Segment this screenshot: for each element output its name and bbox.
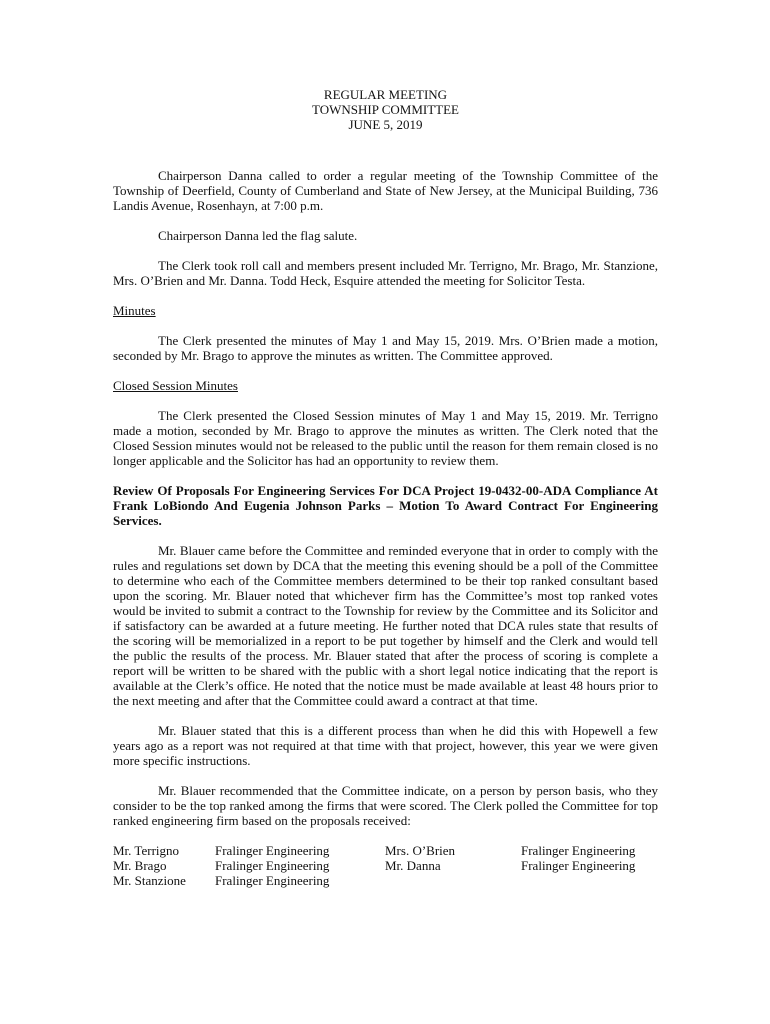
blauer-paragraph-3: Mr. Blauer recommended that the Committee indicate, on a person by person basis, who they consider to be the top ranked among the firms that were scored. The Clerk polled the Committee for top ranked engineering firm based on the proposals received: (113, 783, 658, 828)
committee-name: TOWNSHIP COMMITTEE (312, 102, 459, 117)
roll-call-paragraph: The Clerk took roll call and members present included Mr. Terrigno, Mr. Brago, Mr. Stanzione, Mrs. O’Brien and Mr. Danna. Todd Heck, Esquire attended the meeting for Solicitor Testa. (113, 258, 658, 288)
flag-salute-paragraph: Chairperson Danna led the flag salute. (158, 228, 358, 243)
document-page (113, 87, 658, 888)
vote-member: Mr. Stanzione (113, 873, 186, 888)
minutes-heading: Minutes (113, 303, 156, 318)
vote-firm: Fralinger Engineering (521, 858, 636, 873)
vote-table (113, 843, 658, 888)
vote-member: Mr. Brago (113, 858, 167, 873)
meeting-date: JUNE 5, 2019 (348, 117, 423, 132)
table-row (113, 873, 658, 888)
engineering-review-heading: Review Of Proposals For Engineering Services For DCA Project 19-0432-00-ADA Compliance At Frank LoBiondo And Eugenia Johnson Parks – Motion To Award Contract For Engineering Services. (113, 483, 658, 528)
meeting-type: REGULAR MEETING (323, 87, 448, 102)
vote-member: Mrs. O’Brien (385, 843, 456, 858)
minutes-paragraph: The Clerk presented the minutes of May 1 and May 15, 2019. Mrs. O’Brien made a motion, seconded by Mr. Brago to approve the minutes as written. The Committee approved. (113, 333, 658, 363)
blauer-paragraph-1: Mr. Blauer came before the Committee and reminded everyone that in order to comply with the rules and regulations set down by DCA that the meeting this evening should be a poll of the Committee to determine who each of the Committee members determined to be their top ranked consultant based upon the scoring. Mr. Blauer noted that whichever firm has the Committee’s most top ranked votes would be invited to submit a contract to the Township for review by the Committee and its Solicitor and if satisfactory can be awarded at a future meeting. He further noted that DCA rules state that results of the scoring will be memorialized in a report to be put together by himself and the Clerk and would tell the public the results of the process. Mr. Blauer stated that after the process of scoring is complete a report will be written to be shared with the public with a short legal notice indicating that the report is available at the Clerk’s office. He noted that the notice must be made available at least 48 hours prior to the next meeting and after that the Committee could award a contract at that time. (113, 543, 658, 708)
vote-empty-cell (521, 873, 658, 888)
vote-empty-cell (385, 873, 521, 888)
document-header (113, 87, 658, 132)
vote-member: Mr. Terrigno (113, 843, 180, 858)
closed-session-heading: Closed Session Minutes (113, 378, 238, 393)
vote-firm: Fralinger Engineering (215, 843, 330, 858)
table-row (113, 858, 658, 873)
table-row (113, 843, 658, 858)
vote-firm: Fralinger Engineering (215, 873, 330, 888)
vote-firm: Fralinger Engineering (521, 843, 636, 858)
vote-member: Mr. Danna (385, 858, 441, 873)
opening-paragraph: Chairperson Danna called to order a regular meeting of the Township Committee of the Township of Deerfield, County of Cumberland and State of New Jersey, at the Municipal Building, 736 Landis Avenue, Rosenhayn, at 7:00 p.m. (113, 168, 658, 213)
blauer-paragraph-2: Mr. Blauer stated that this is a different process than when he did this with Hopewell a few years ago as a report was not required at that time with that project, however, this year we were given more specific instructions. (113, 723, 658, 768)
closed-session-paragraph: The Clerk presented the Closed Session minutes of May 1 and May 15, 2019. Mr. Terrigno made a motion, seconded by Mr. Brago to approve the minutes as written. The Clerk noted that the Closed Session minutes would not be released to the public until the reason for them remain closed is no longer applicable and the Solicitor has had an opportunity to review them. (113, 408, 658, 468)
vote-firm: Fralinger Engineering (215, 858, 330, 873)
